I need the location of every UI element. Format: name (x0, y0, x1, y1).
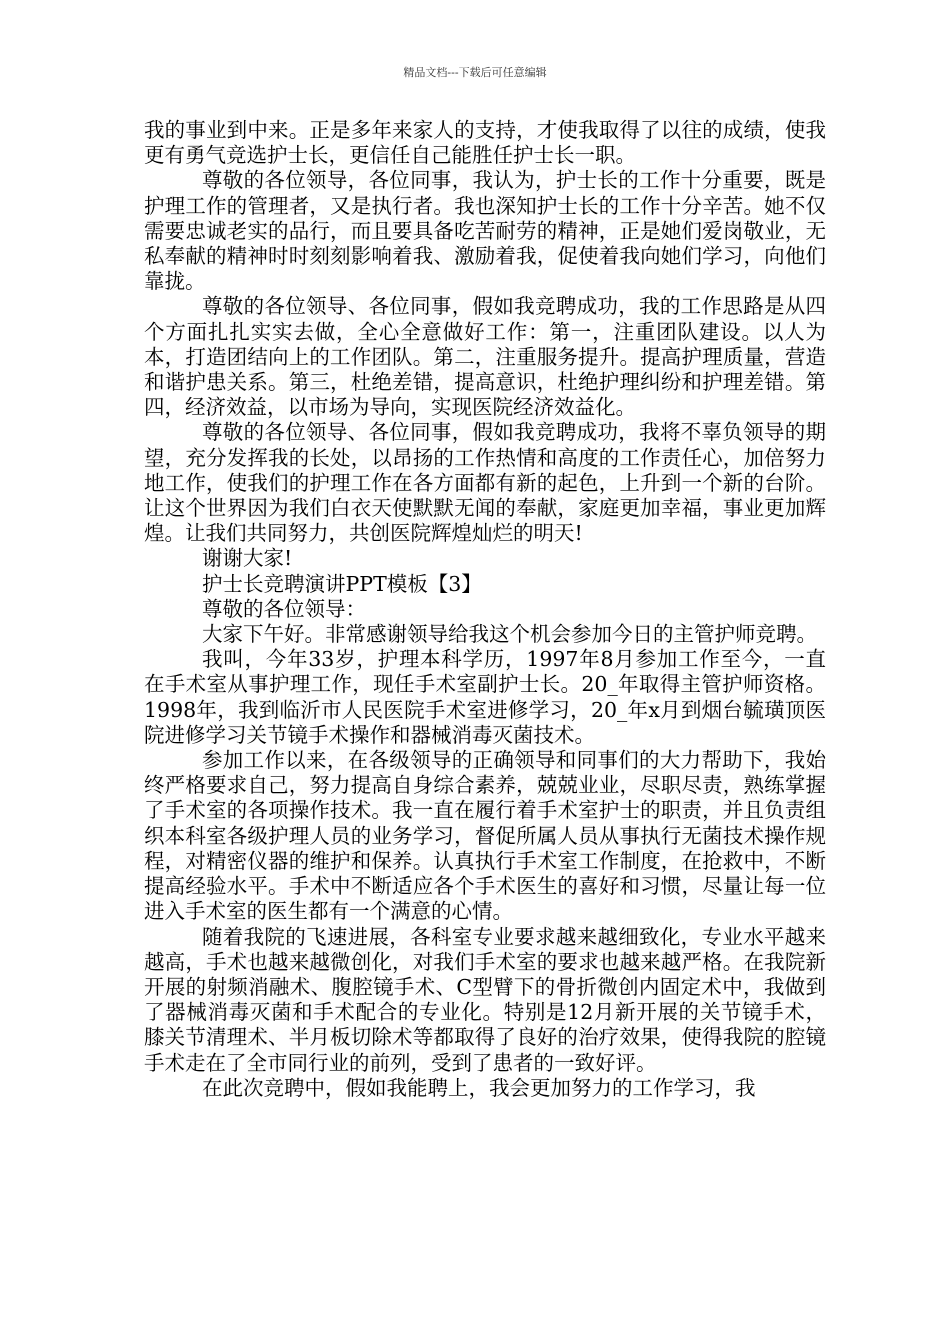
section-heading: 护士长竞聘演讲PPT模板【3】 (202, 571, 482, 596)
paragraph: 在此次竞聘中，假如我能聘上，我会更加努力的工作学习，我 (202, 1075, 756, 1100)
paragraph: 我的事业到中来。正是多年来家人的支持，才使我取得了以往的成绩，使我更有勇气竞选护士长，更信任自己能胜任护士长一职。 (144, 118, 826, 168)
paragraph: 尊敬的各位领导、各位同事，假如我竞聘成功，我的工作思路是从四个方面扎扎实实去做，全心全意做好工作：第一，注重团队建设。以人为本，打造团结向上的工作团队。第二，注重服务提升。提高护理质量，营造和谐护患关系。第三，杜绝差错，提高意识，杜绝护理纠纷和护理差错。第四，经济效益，以市场为导向，实现医院经济效益化。 (144, 294, 826, 420)
paragraph: 谢谢大家! (202, 546, 293, 571)
salutation: 尊敬的各位领导： (202, 596, 366, 621)
paragraph: 参加工作以来，在各级领导的正确领导和同事们的大力帮助下，我始终严格要求自己，努力提高自身综合素养，兢兢业业，尽职尽责，熟练掌握了手术室的各项操作技术。我一直在履行着手术室护士的职责，并且负责组织本科室各级护理人员的业务学习，督促所属人员从事执行无菌技术操作规程，对精密仪器的维护和保养。认真执行手术室工作制度，在抢救中，不断提高经验水平。手术中不断适应各个手术医生的喜好和习惯，尽量让每一位进入手术室的医生都有一个满意的心情。 (144, 748, 826, 924)
paragraph: 尊敬的各位领导，各位同事，我认为，护士长的工作十分重要，既是护理工作的管理者，又是执行者。我也深知护士长的工作十分辛苦。她不仅需要忠诚老实的品行，而且要具备吃苦耐劳的精神，正是她们爱岗敬业，无私奉献的精神时时刻刻影响着我、激励着我，促使着我向她们学习，向他们靠拢。 (144, 168, 826, 294)
paragraph: 我叫，今年33岁，护理本科学历，1997年8月参加工作至今，一直在手术室从事护理工作，现任手术室副护士长。20_年取得主管护师资格。1998年，我到临沂市人民医院手术室进修学习，20_年x月到烟台毓璜顶医院进修学习关节镜手术操作和器械消毒灭菌技术。 (144, 647, 826, 747)
paragraph: 尊敬的各位领导、各位同事，假如我竞聘成功，我将不辜负领导的期望，充分发挥我的长处，以昂扬的工作热情和高度的工作责任心，加倍努力地工作，使我们的护理工作在各方面都有新的起色，上升到一个新的台阶。让这个世界因为我们白衣天使默默无闻的奉献，家庭更加幸福，事业更加辉煌。让我们共同努力，共创医院辉煌灿烂的明天! (144, 420, 826, 546)
document-body (144, 118, 826, 1101)
paragraph: 大家下午好。非常感谢领导给我这个机会参加今日的主管护师竞聘。 (202, 622, 817, 647)
paragraph: 随着我院的飞速进展，各科室专业要求越来越细致化，专业水平越来越高，手术也越来越微创化，对我们手术室的要求也越来越严格。在我院新开展的射频消融术、腹腔镜手术、C型臂下的骨折微创内固定术中，我做到了器械消毒灭菌和手术配合的专业化。特别是12月新开展的关节镜手术，膝关节清理术、半月板切除术等都取得了良好的治疗效果，使得我院的腔镜手术走在了全市同行业的前列，受到了患者的一致好评。 (144, 924, 826, 1075)
page-header: 精品文档---下载后可任意编辑 (403, 66, 547, 79)
